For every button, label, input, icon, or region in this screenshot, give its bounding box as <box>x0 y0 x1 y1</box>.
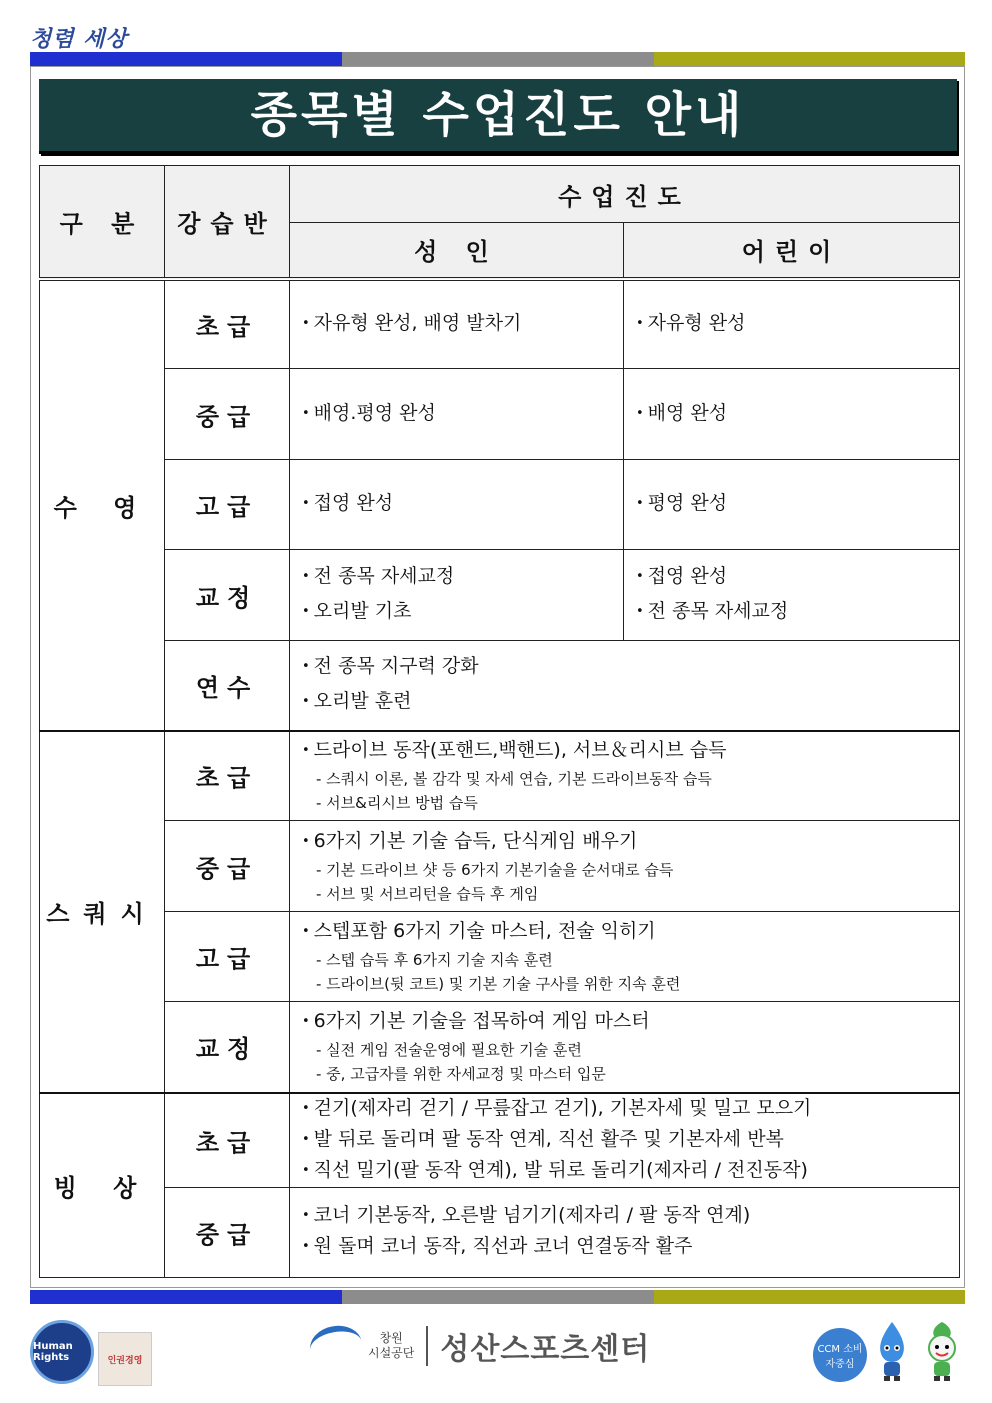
schedule-table <box>39 165 960 1278</box>
org-name-small: 창원 시설공단 <box>368 1331 415 1360</box>
human-rights-seal-icon: Human Rights <box>30 1320 94 1384</box>
table-row <box>40 731 960 821</box>
table-row <box>40 369 960 460</box>
table-row <box>40 912 960 1002</box>
mascot-blue-icon <box>872 1320 912 1382</box>
level-label: 교정 <box>165 1002 290 1093</box>
brand-logo <box>30 22 128 53</box>
header-adult: 성 인 <box>290 223 624 279</box>
adult-progress: • 전 종목 자세교정 • 오리발 기초 <box>290 550 624 641</box>
merged-progress: • 걷기(제자리 걷기 / 무릎잡고 걷기), 기본자세 및 밀고 모으기 • 발 뒤로 돌리며 팔 동작 연계, 직선 활주 및 기본자세 반복 • 직선 밀기(팔 동작 연계), 발 뒤로 돌리기(제자리 / 전진동작) <box>290 1093 960 1188</box>
ccm-badge-icon: CCM 소비자중심 <box>813 1328 867 1382</box>
mascot-green-icon <box>922 1320 962 1382</box>
stripe-gray <box>342 1290 654 1304</box>
adult-progress: • 배영.평영 완성 <box>290 369 624 460</box>
table-row <box>40 460 960 550</box>
header-progress: 수업진도 <box>290 166 960 223</box>
center-name: 성산스포츠센터 <box>440 1332 651 1367</box>
merged-progress: • 6가지 기본 기술 습득, 단식게임 배우기 - 기본 드라이브 샷 등 6가지 기본기술을 순서대로 습득 - 서브 및 서브리턴을 습득 후 게임 <box>290 821 960 912</box>
table-row <box>40 279 960 369</box>
footer <box>0 1318 992 1388</box>
stripe-olive <box>654 1290 965 1304</box>
stripe-gray <box>342 52 654 66</box>
stripe-blue <box>30 52 342 66</box>
header-row <box>40 166 960 223</box>
certification-mark-icon: 인권경영 <box>98 1332 152 1386</box>
adult-progress: • 접영 완성 <box>290 460 624 550</box>
center-logo <box>310 1324 650 1368</box>
level-label: 초급 <box>165 731 290 821</box>
adult-progress: • 자유형 완성, 배영 발차기 <box>290 279 624 369</box>
category-skating: 빙 상 <box>40 1093 165 1278</box>
table-row <box>40 641 960 731</box>
level-label: 중급 <box>165 821 290 912</box>
swoosh-logo-icon <box>307 1322 365 1370</box>
level-label: 교정 <box>165 550 290 641</box>
level-label: 초급 <box>165 1093 290 1188</box>
brand-logo-text: 청렴 세상 <box>30 26 128 52</box>
merged-progress: • 스텝포함 6가지 기술 마스터, 전술 익히기 - 스텝 습득 후 6가지 기술 지속 훈련 - 드라이브(뒷 코트) 및 기본 기술 구사를 위한 지속 훈련 <box>290 912 960 1002</box>
level-label: 연수 <box>165 641 290 731</box>
level-label: 초급 <box>165 279 290 369</box>
merged-progress: • 6가지 기본 기술을 접목하여 게임 마스터 - 실전 게임 전술운영에 필요한 기술 훈련 - 중, 고급자를 위한 자세교정 및 마스터 입문 <box>290 1002 960 1093</box>
table-row <box>40 821 960 912</box>
header-child: 어린이 <box>624 223 960 279</box>
top-color-stripe <box>30 52 965 66</box>
stripe-blue <box>30 1290 342 1304</box>
child-progress: • 자유형 완성 <box>624 279 960 369</box>
table-row <box>40 1093 960 1188</box>
logo-divider <box>426 1326 428 1366</box>
merged-progress: • 전 종목 지구력 강화 • 오리발 훈련 <box>290 641 960 731</box>
merged-progress: • 코너 기본동작, 오른발 넘기기(제자리 / 팔 동작 연계) • 원 돌며 코너 동작, 직선과 코너 연결동작 활주 <box>290 1187 960 1277</box>
child-progress: • 평영 완성 <box>624 460 960 550</box>
child-progress: • 접영 완성 • 전 종목 자세교정 <box>624 550 960 641</box>
page-title: 종목별 수업진도 안내 <box>39 79 957 154</box>
bottom-color-stripe <box>30 1290 965 1304</box>
merged-progress: • 드라이브 동작(포핸드,백핸드), 서브＆리시브 습득 - 스쿼시 이론, 볼 감각 및 자세 연습, 기본 드라이브동작 습득 - 서브&리시브 방법 습득 <box>290 731 960 821</box>
level-label: 고급 <box>165 912 290 1002</box>
child-progress: • 배영 완성 <box>624 369 960 460</box>
table-row <box>40 1187 960 1277</box>
header-category: 구 분 <box>40 166 165 279</box>
category-swimming: 수 영 <box>40 279 165 731</box>
category-squash: 스쿼시 <box>40 731 165 1093</box>
stripe-olive <box>654 52 965 66</box>
table-row <box>40 1002 960 1093</box>
level-label: 중급 <box>165 369 290 460</box>
table-row <box>40 550 960 641</box>
level-label: 고급 <box>165 460 290 550</box>
header-class: 강습반 <box>165 166 290 279</box>
level-label: 중급 <box>165 1187 290 1277</box>
